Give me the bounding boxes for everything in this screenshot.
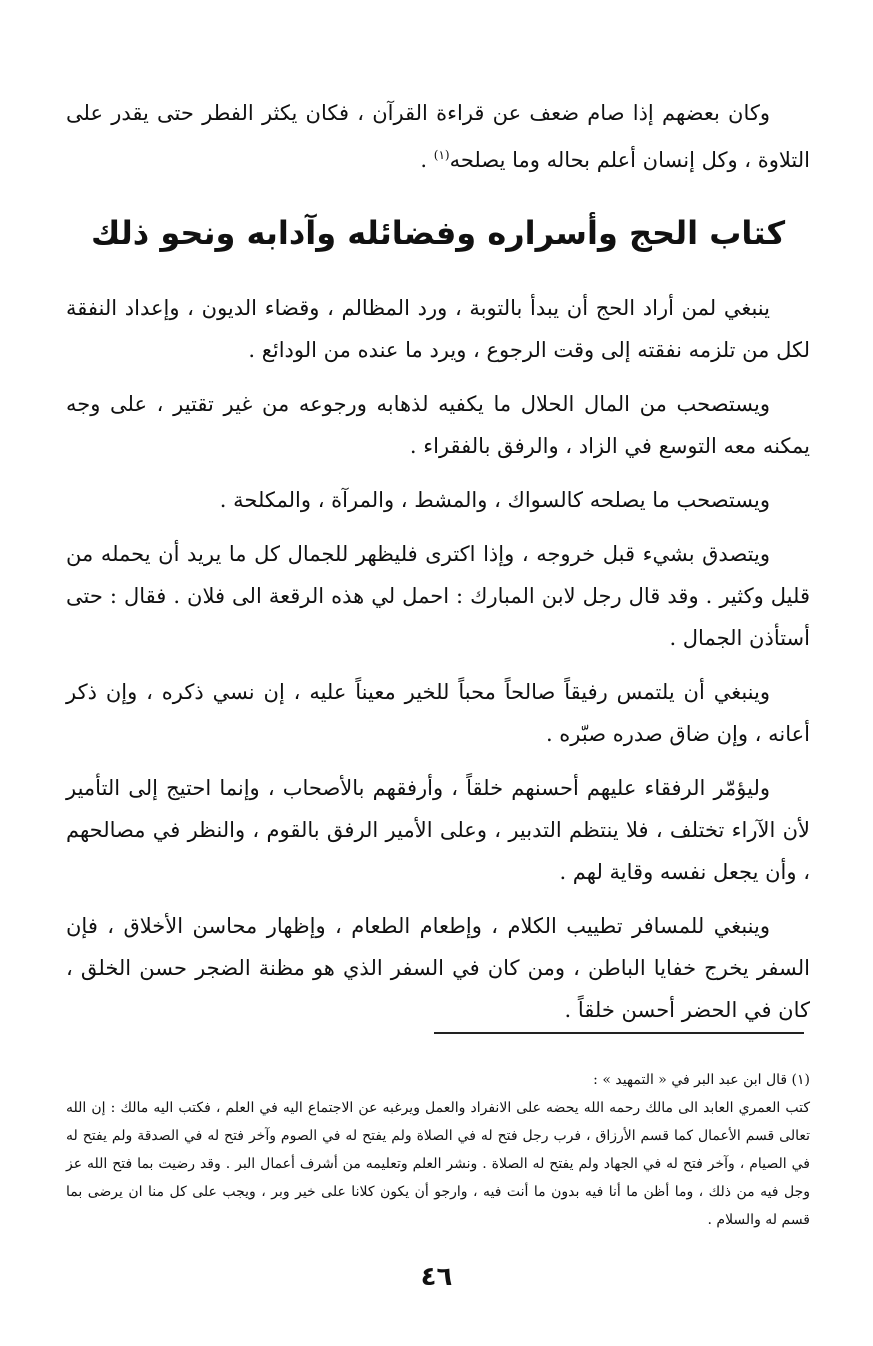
footnote-text: كتب العمري العابد الى مالك رحمه الله يحضه على الانفراد والعمل ويرغبه عن الاجتماع اليه في العلم ، فكتب اليه مالك : إن الله تعالى قسم الأعمال كما قسم الأرزاق ، فرب رجل فتح له في الصلاة ولم يفتح له في الصوم وآخر فتح له في الصدقة ولم يفتح له في الصيام ، وآخر فتح له في الجهاد ولم يفتح له الصلاة . ونشر العلم وتعليمه من أشرف أعمال البر . وقد رضيت بما فتح الله عز وجل فيه من ذلك ، وما أظن ما أنا فيه بدون ما أنت فيه ، وارجو أن يكون كلانا على خير وبر ، ويجب على كل منا ان يرضى بما قسم له والسلام .	[66, 1100, 810, 1228]
page-number: ٤٦	[420, 1262, 453, 1292]
paragraph: ويتصدق بشيء قبل خروجه ، وإذا اكترى فليظهر للجمال كل ما يريد أن يحمله من قليل وكثير . وقد قال رجل لابن المبارك : احمل لي هذه الرقعة الى فلان . فقال : حتى أستأذن الجمال .	[66, 542, 810, 650]
intro-text: وكان بعضهم إذا صام ضعف عن قراءة القرآن ، فكان يكثر الفطر حتى يقدر على التلاوة ، وكل إنسان أعلم بحاله وما يصلحه	[66, 101, 810, 172]
footnote-section	[66, 1066, 810, 1234]
footnote-reference[interactable]: (١)	[433, 148, 450, 162]
paragraph: وينبغي أن يلتمس رفيقاً صالحاً محباً للخير معيناً عليه ، إن نسي ذكره ، وإن ذكر أعانه ، وإن ضاق صدره صبّره .	[66, 680, 810, 746]
paragraph: وينبغي للمسافر تطييب الكلام ، وإطعام الطعام ، وإظهار محاسن الأخلاق ، فإن السفر يخرج خفايا الباطن ، ومن كان في السفر الذي هو مظنة الضجر حسن الخلق ، كان في الحضر أحسن خلقاً .	[66, 914, 810, 1022]
paragraph: ويستصحب ما يصلحه كالسواك ، والمشط ، والمرآة ، والمكلحة .	[219, 488, 770, 512]
intro-end: .	[420, 148, 434, 172]
chapter-heading: كتاب الحج وأسراره وفضائله وآدابه ونحو ذلك	[90, 214, 786, 252]
page-body	[66, 92, 810, 1043]
paragraph: ينبغي لمن أراد الحج أن يبدأ بالتوبة ، ورد المظالم ، وقضاء الديون ، وإعداد النفقة لكل من تلزمه نفقته إلى وقت الرجوع ، ويرد ما عنده من الودائع .	[66, 296, 810, 362]
paragraph: ويستصحب من المال الحلال ما يكفيه لذهابه ورجوعه من غير تقتير ، على وجه يمكنه معه التوسع في الزاد ، والرفق بالفقراء .	[66, 392, 810, 458]
footnote-divider	[434, 1032, 804, 1034]
paragraph: وليؤمّر الرفقاء عليهم أحسنهم خلقاً ، وأرفقهم بالأصحاب ، وإنما احتيج إلى التأمير لأن الآراء تختلف ، فلا ينتظم التدبير ، وعلى الأمير الرفق بالقوم ، والنظر في مصالحهم ، وأن يجعل نفسه وقاية لهم .	[66, 776, 810, 884]
footnote-label: (١) قال ابن عبد البر في « التمهيد » :	[593, 1072, 810, 1088]
intro-paragraph	[66, 92, 810, 181]
